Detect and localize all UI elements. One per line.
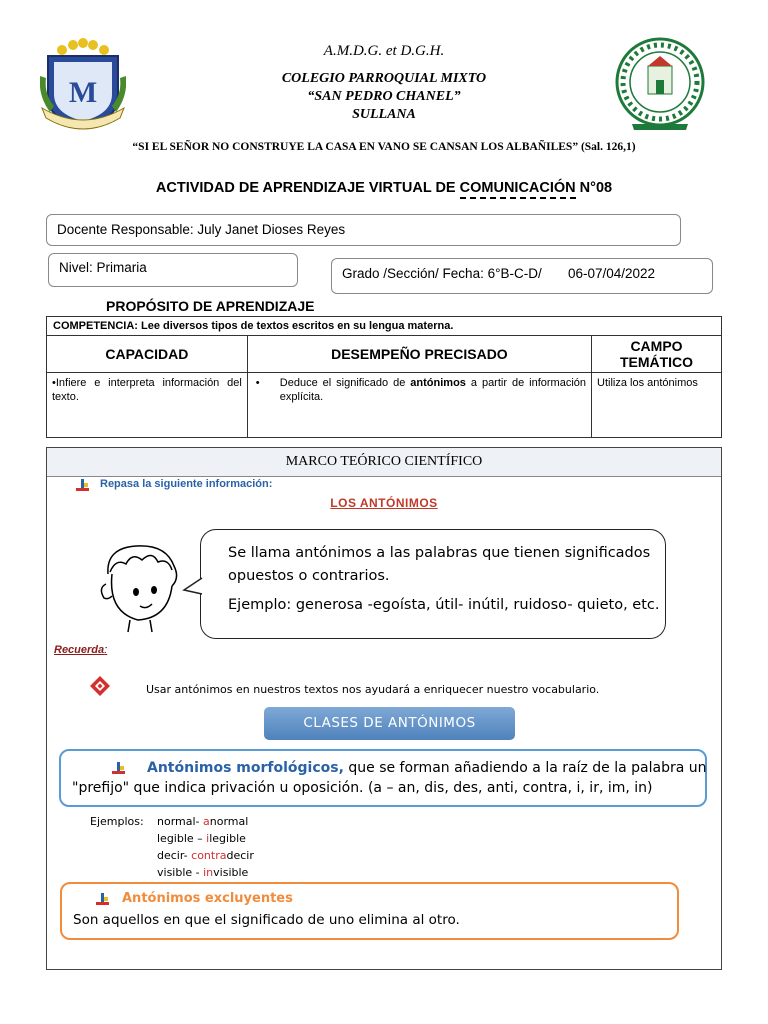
examples-label: Ejemplos: — [90, 815, 144, 828]
header-desempeno: DESEMPEÑO PRECISADO — [247, 336, 591, 373]
learning-purpose-heading: PROPÓSITO DE APRENDIZAJE — [106, 298, 315, 314]
example-line: Ejemplo: generosa -egoísta, útil- inútil, ruidoso- quieto, etc. — [228, 597, 660, 613]
competency-table — [46, 316, 722, 438]
svg-text:M: M — [68, 76, 98, 109]
activity-title: ACTIVIDAD DE APRENDIZAJE VIRTUAL DE COMUNICACIÓN N°08 — [0, 180, 768, 196]
remember-label: Recuerda: — [54, 644, 108, 656]
teacher-field: Docente Responsable: July Janet Dioses Reyes — [46, 214, 681, 246]
level-field: Nivel: Primaria — [48, 253, 298, 287]
example-item: normal- anormal — [157, 815, 249, 828]
morphological-line2: "prefijo" que indica privación u oposición. (a – an, dis, des, anti, contra, i, ir, im, in) — [72, 780, 653, 796]
exclusive-text: Son aquellos en que el significado de uno elimina al otro. — [73, 912, 460, 928]
arrow-bullet-icon — [96, 893, 110, 906]
motto: A.M.D.G. et D.G.H. — [323, 43, 445, 59]
topic-heading: LOS ANTÓNIMOS — [330, 496, 438, 510]
example-item: visible - invisible — [157, 866, 249, 879]
review-instruction: Repasa la siguiente información: — [100, 478, 273, 490]
cell-desempeno: • Deduce el significado de antónimos a partir de información explícita. — [247, 373, 591, 438]
bubble-tail-icon — [182, 576, 204, 598]
morphological-box — [59, 749, 707, 807]
exclusive-title: Antónimos excluyentes — [122, 891, 293, 906]
diamond-bullet-icon — [89, 675, 111, 697]
arrow-bullet-icon — [112, 762, 126, 775]
bullet-dot: • — [255, 377, 260, 389]
cell-capacidad: •Infiere e interpreta información del texto. — [47, 373, 248, 438]
school-name-line2: “SAN PEDRO CHANEL” — [307, 89, 461, 104]
antonym-types-button: CLASES DE ANTÓNIMOS — [264, 707, 515, 740]
competency-row: COMPETENCIA: Lee diversos tipos de textos escritos en su lengua materna. — [47, 317, 722, 336]
cell-campo: Utiliza los antónimos — [592, 373, 722, 438]
arrow-bullet-icon — [76, 479, 90, 492]
grade-section-date-field: Grado /Sección/ Fecha: 6°B-C-D/ 06-07/04/2022 — [331, 258, 713, 294]
definition-line1: Se llama antónimos a las palabras que tienen significados — [228, 545, 651, 561]
example-item: legible – ilegible — [157, 832, 246, 845]
bible-verse: “SI EL SEÑOR NO CONSTRUYE LA CASA EN VANO SE CANSAN LOS ALBAÑILES” (Sal. 126,1) — [132, 141, 636, 153]
header-capacidad: CAPACIDAD — [47, 336, 248, 373]
theory-title: MARCO TEÓRICO CIENTÍFICO — [47, 448, 721, 477]
header-campo: CAMPO TEMÁTICO — [592, 336, 722, 373]
school-name-line1: COLEGIO PARROQUIAL MIXTO — [281, 71, 487, 86]
school-city: SULLANA — [352, 107, 416, 122]
remember-text: Usar antónimos en nuestros textos nos ayudará a enriquecer nuestro vocabulario. — [146, 683, 600, 696]
definition-line2: opuestos o contrarios. — [228, 568, 390, 584]
example-item: decir- contradecir — [157, 849, 254, 862]
morphological-line1: Antónimos morfológicos, que se forman añadiendo a la raíz de la palabra un — [147, 760, 707, 776]
